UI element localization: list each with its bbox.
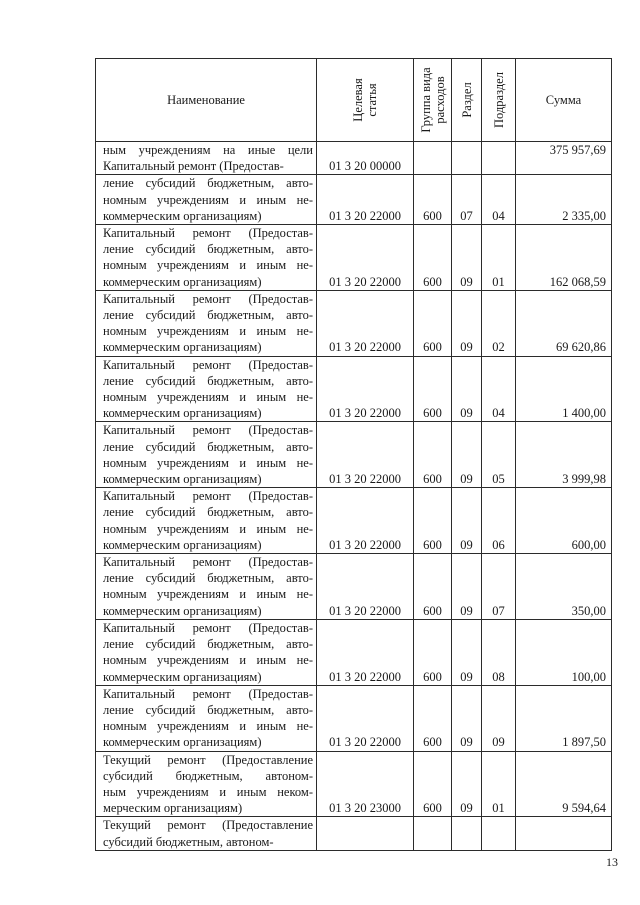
row-name-line: коммерческим организациям) (103, 340, 262, 355)
row-name-line: Капитальный ремонт (Предостав- (103, 291, 313, 306)
row-subsection: 08 (482, 619, 516, 685)
row-name (96, 488, 317, 554)
table-row (96, 356, 612, 422)
row-expense-group: 600 (414, 290, 452, 356)
row-section: 09 (452, 422, 482, 488)
row-name-line: ление субсидий бюджетным, авто- (103, 308, 313, 323)
row-subsection (482, 142, 516, 175)
row-name-line: ным учреждениям на иные цели (103, 143, 313, 157)
row-name-line: Капитальный ремонт (Предостав- (103, 226, 313, 241)
row-expense-group: 600 (414, 175, 452, 225)
row-expense-group (414, 142, 452, 175)
row-expense-group: 600 (414, 488, 452, 554)
table-row (96, 619, 612, 685)
header-name: Наименование (96, 59, 317, 142)
row-name-line: номным учреждениям и иным не- (103, 324, 313, 339)
row-name-line: ление субсидий бюджетным, авто- (103, 702, 313, 717)
row-name-line: коммерческим организациям) (103, 603, 262, 618)
row-name (96, 751, 317, 817)
table-row (96, 488, 612, 554)
row-name-line: Капитальный ремонт (Предостав- (103, 620, 313, 635)
row-name-line: Текущий ремонт (Предоставление (103, 752, 313, 767)
row-expense-group: 600 (414, 685, 452, 751)
row-target-article: 01 3 20 22000 (317, 290, 414, 356)
row-name-line: Капитальный ремонт (Предостав- (103, 555, 313, 570)
row-name-line: номным учреждениям и иным не- (103, 521, 313, 536)
row-name-line: ным учреждениям и иным неком- (103, 784, 313, 799)
header-subsection: Подраздел (482, 59, 516, 142)
row-subsection: 02 (482, 290, 516, 356)
row-name-line: Капитальный ремонт (Предостав- (103, 423, 313, 438)
row-expense-group: 600 (414, 356, 452, 422)
row-target-article: 01 3 20 22000 (317, 619, 414, 685)
table-row (96, 422, 612, 488)
row-name-line: номным учреждениям и иным не- (103, 587, 313, 602)
row-section: 09 (452, 685, 482, 751)
row-name-line: номным учреждениям и иным не- (103, 455, 313, 470)
row-name-line: субсидий бюджетным, автоном- (103, 834, 274, 849)
row-name-line: коммерческим организациям) (103, 208, 262, 223)
row-subsection: 04 (482, 175, 516, 225)
table-row (96, 685, 612, 751)
row-target-article: 01 3 20 22000 (317, 422, 414, 488)
row-name-line: мерческим организациям) (103, 801, 243, 816)
row-sum: 1 897,50 (516, 685, 612, 751)
row-name-line: номным учреждениям и иным не- (103, 192, 313, 207)
row-expense-group (414, 817, 452, 850)
row-expense-group: 600 (414, 751, 452, 817)
row-name-line: коммерческим организациям) (103, 669, 262, 684)
header-sum: Сумма (516, 59, 612, 142)
row-section: 09 (452, 554, 482, 620)
row-section: 09 (452, 619, 482, 685)
row-subsection: 01 (482, 751, 516, 817)
row-target-article: 01 3 20 22000 (317, 225, 414, 291)
row-name-line: номным учреждениям и иным не- (103, 390, 313, 405)
header-expense-group: Группа вида расходов (414, 59, 452, 142)
row-section (452, 817, 482, 850)
table-row (96, 290, 612, 356)
row-name-line: ление субсидий бюджетным, авто- (103, 242, 313, 257)
row-name (96, 619, 317, 685)
row-subsection: 06 (482, 488, 516, 554)
row-name (96, 817, 317, 850)
row-sum: 375 957,69 (516, 142, 612, 175)
table-row (96, 142, 612, 175)
row-name (96, 685, 317, 751)
row-target-article: 01 3 20 22000 (317, 685, 414, 751)
row-name-line: Капитальный ремонт (Предостав- (103, 357, 313, 372)
row-section: 09 (452, 225, 482, 291)
row-subsection: 01 (482, 225, 516, 291)
row-name-line: коммерческим организациям) (103, 406, 262, 421)
row-expense-group: 600 (414, 619, 452, 685)
row-name (96, 142, 317, 175)
row-name-line: коммерческим организациям) (103, 537, 262, 552)
row-target-article: 01 3 20 22000 (317, 488, 414, 554)
header-target-article: Целевая статья (317, 59, 414, 142)
row-name-line: ление субсидий бюджетным, авто- (103, 505, 313, 520)
row-name-line: номным учреждениям и иным не- (103, 719, 313, 734)
row-sum (516, 817, 612, 850)
row-target-article (317, 817, 414, 850)
table-row (96, 817, 612, 850)
table-header-row (96, 59, 612, 142)
budget-table (95, 58, 612, 851)
table-row (96, 225, 612, 291)
row-section: 09 (452, 751, 482, 817)
row-target-article: 01 3 20 22000 (317, 554, 414, 620)
row-subsection: 04 (482, 356, 516, 422)
row-name-line: ление субсидий бюджетным, авто- (103, 373, 313, 388)
row-name-line: Капитальный ремонт (Предостав- (103, 489, 313, 504)
row-expense-group: 600 (414, 225, 452, 291)
row-target-article: 01 3 20 23000 (317, 751, 414, 817)
table-row (96, 175, 612, 225)
row-sum: 3 999,98 (516, 422, 612, 488)
page-number: 13 (606, 855, 618, 869)
row-target-article: 01 3 20 22000 (317, 175, 414, 225)
row-sum: 600,00 (516, 488, 612, 554)
table-row (96, 751, 612, 817)
row-expense-group: 600 (414, 422, 452, 488)
row-name-line: номным учреждениям и иным не- (103, 653, 313, 668)
row-section: 07 (452, 175, 482, 225)
row-name-line: Текущий ремонт (Предоставление (103, 818, 313, 833)
row-section: 09 (452, 290, 482, 356)
row-sum: 1 400,00 (516, 356, 612, 422)
row-sum: 350,00 (516, 554, 612, 620)
row-sum: 9 594,64 (516, 751, 612, 817)
table-row (96, 554, 612, 620)
row-name-line: Капитальный ремонт (Предостав- (103, 686, 313, 701)
row-subsection: 07 (482, 554, 516, 620)
row-sum: 2 335,00 (516, 175, 612, 225)
header-section: Раздел (452, 59, 482, 142)
row-target-article: 01 3 20 00000 (317, 142, 414, 175)
row-name-line: коммерческим организациям) (103, 735, 262, 750)
row-subsection (482, 817, 516, 850)
row-name-line: ление субсидий бюджетным, авто- (103, 439, 313, 454)
row-name (96, 290, 317, 356)
row-section: 09 (452, 356, 482, 422)
row-name (96, 225, 317, 291)
row-name-line: Капитальный ремонт (Предостав- (103, 159, 284, 174)
row-section (452, 142, 482, 175)
row-name-line: коммерческим организациям) (103, 472, 262, 487)
row-name-line: ление субсидий бюджетным, авто- (103, 176, 313, 191)
row-subsection: 09 (482, 685, 516, 751)
row-name-line: коммерческим организациям) (103, 274, 262, 289)
row-section: 09 (452, 488, 482, 554)
row-sum: 100,00 (516, 619, 612, 685)
row-subsection: 05 (482, 422, 516, 488)
row-name (96, 554, 317, 620)
row-name-line: ление субсидий бюджетным, авто- (103, 571, 313, 586)
row-sum: 162 068,59 (516, 225, 612, 291)
row-name-line: субсидий бюджетным, автоном- (103, 768, 313, 783)
row-name (96, 356, 317, 422)
row-name (96, 422, 317, 488)
row-name-line: ление субсидий бюджетным, авто- (103, 637, 313, 652)
row-name-line: номным учреждениям и иным не- (103, 258, 313, 273)
row-sum: 69 620,86 (516, 290, 612, 356)
row-name (96, 175, 317, 225)
row-target-article: 01 3 20 22000 (317, 356, 414, 422)
row-expense-group: 600 (414, 554, 452, 620)
